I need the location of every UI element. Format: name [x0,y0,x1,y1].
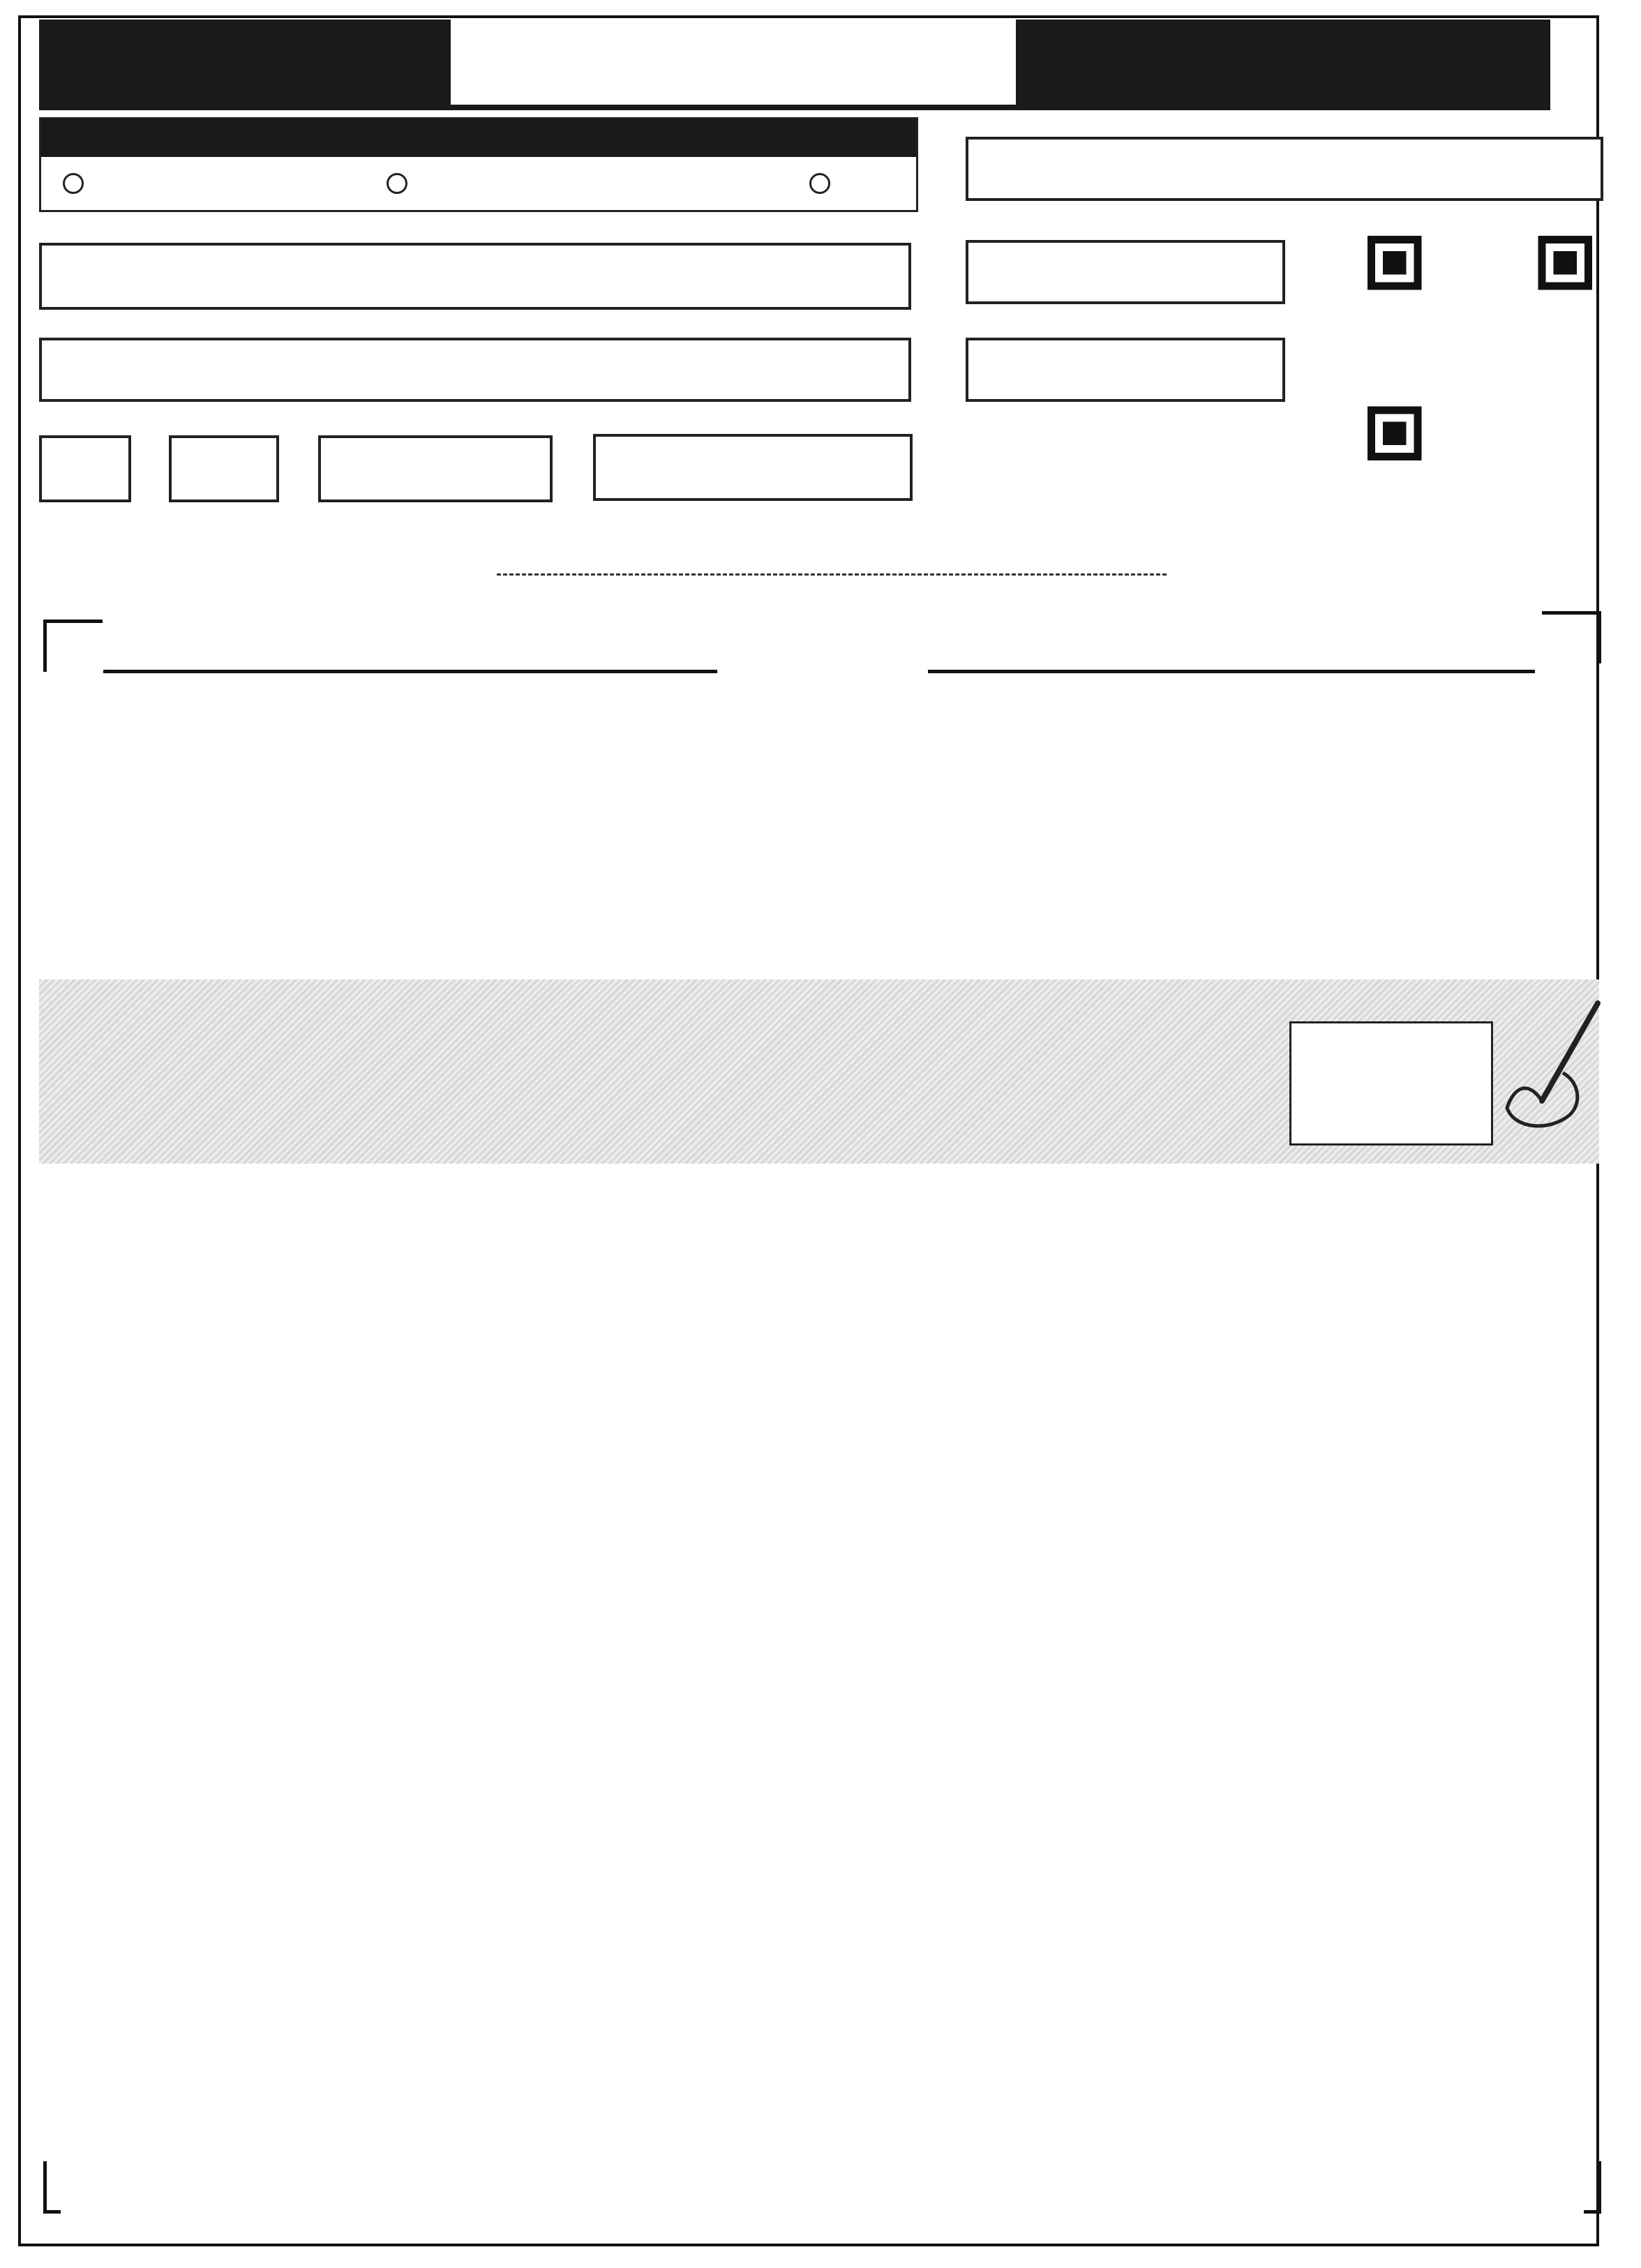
applicator-area-title [41,119,916,157]
pcd-checkbox[interactable] [809,173,830,194]
absent-option[interactable] [56,173,84,194]
municipio-field[interactable] [966,137,1603,201]
transferred-option[interactable] [380,173,407,194]
instructions-rule-left [103,670,717,673]
corner-mark-bottom-left [43,2161,61,2214]
application-date-field[interactable] [966,338,1285,402]
turma-field[interactable] [169,435,279,502]
transferred-checkbox[interactable] [387,173,407,194]
local-field[interactable] [39,243,911,310]
grade-title [1047,20,1326,110]
birthdate-field[interactable] [966,240,1285,304]
exam-title [451,20,1016,105]
pcd-option[interactable] [802,173,830,194]
name-field[interactable] [39,338,911,402]
qr-code-icon [1368,236,1592,460]
card-title [39,20,451,110]
hand-pen-icon [1500,996,1605,1136]
corner-mark-top-right [1542,611,1601,663]
serie-field[interactable] [39,435,131,502]
matricula-field[interactable] [593,434,913,501]
instructions-rule-right [928,670,1535,673]
signature-line [497,573,1167,576]
example-grid [1289,1021,1493,1146]
corner-mark-bottom-right [1584,2161,1601,2214]
turno-field[interactable] [318,435,553,502]
corner-mark-top-left [43,619,103,672]
absent-checkbox[interactable] [63,173,84,194]
